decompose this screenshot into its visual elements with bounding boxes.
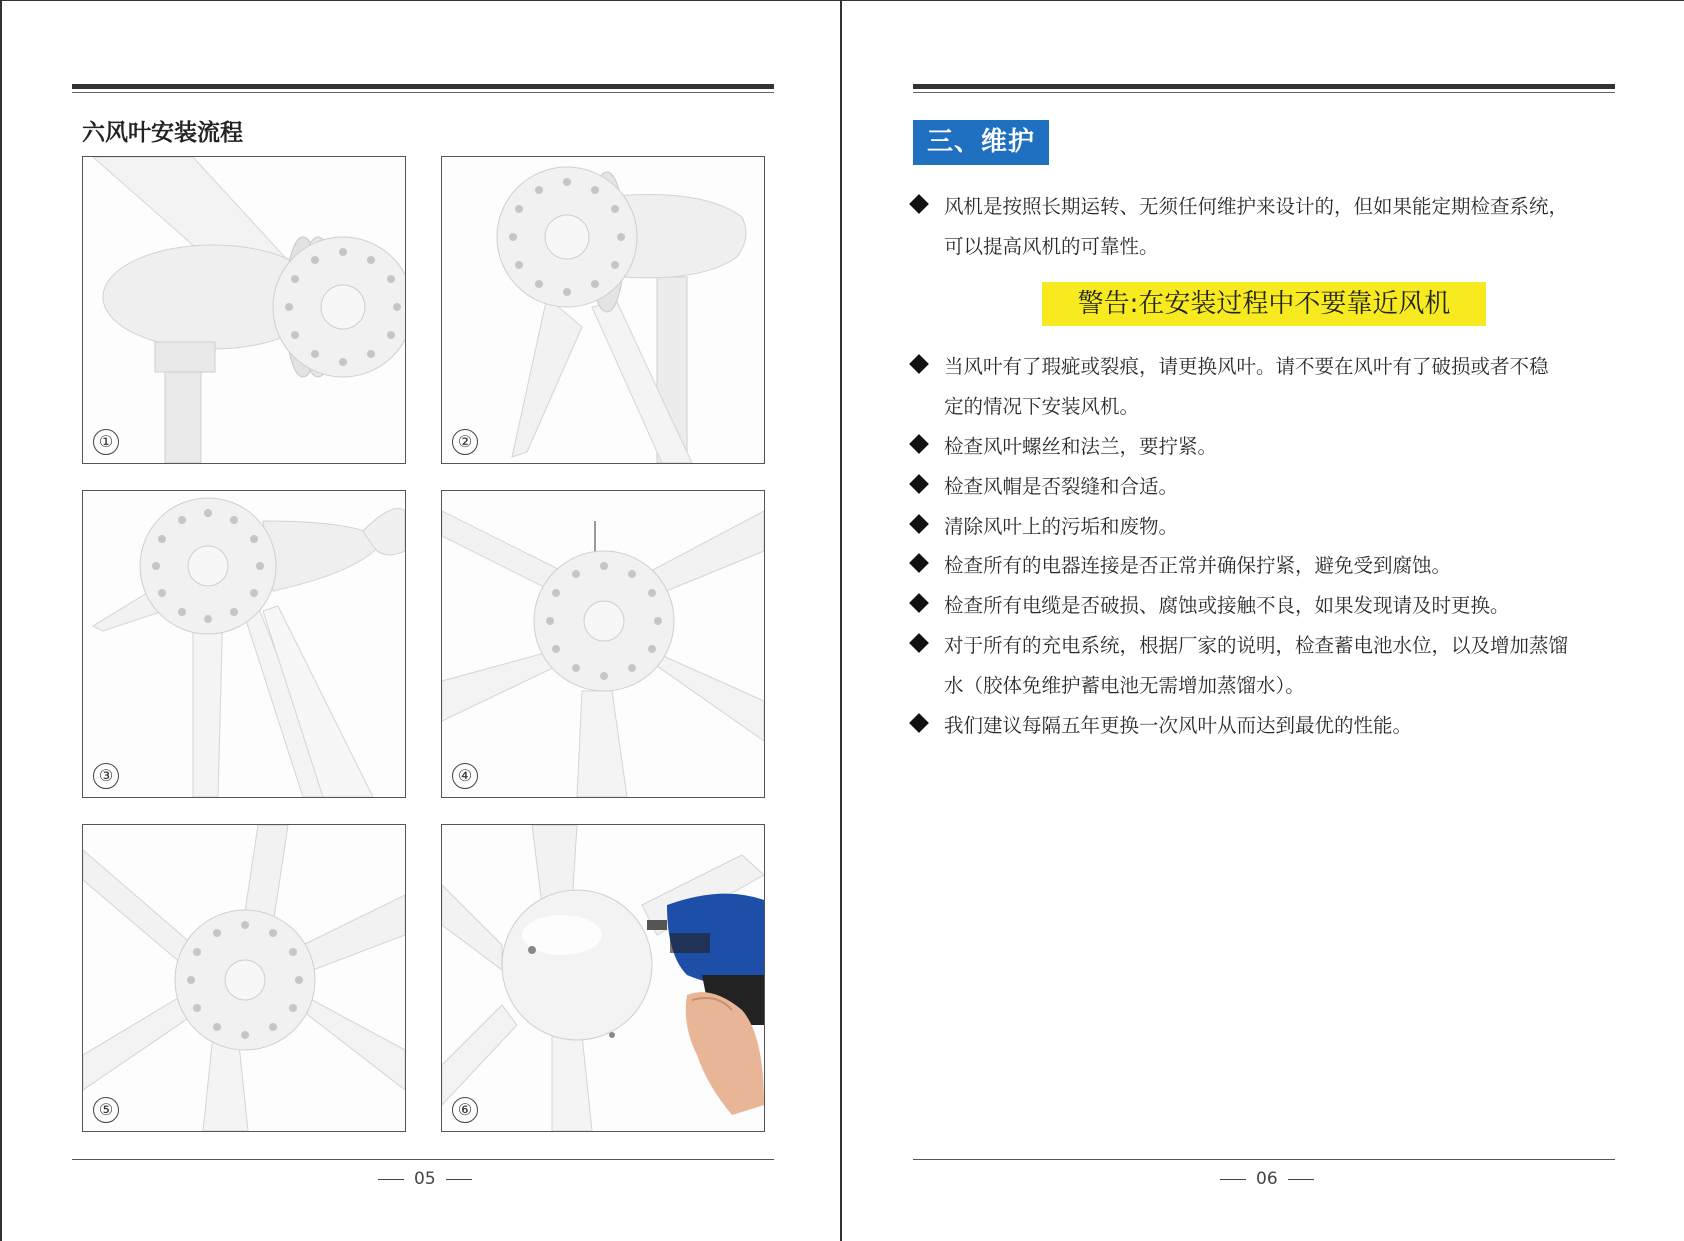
step-photo-1	[82, 156, 406, 464]
step-number: ⑥	[452, 1097, 478, 1123]
section-title: 六风叶安装流程	[82, 120, 243, 146]
item-line-1: 检查风帽是否裂缝和合适。	[944, 475, 1179, 498]
hub-with-two-blades-icon	[442, 157, 764, 463]
diamond-bullet-icon	[909, 553, 929, 573]
item-line-1: 当风叶有了瑕疵或裂痕，请更换风叶。请不要在风叶有了破损或者不稳	[944, 355, 1549, 378]
dash-left	[378, 1179, 404, 1180]
hub-front-five-blades-icon	[442, 491, 764, 797]
diamond-bullet-icon	[909, 194, 929, 214]
item-line-1: 检查风叶螺丝和法兰，要拧紧。	[944, 435, 1218, 458]
hub-front-six-blades-icon	[83, 825, 405, 1131]
dash-right	[1288, 1179, 1314, 1180]
step-number: ③	[93, 763, 119, 789]
dash-right	[446, 1179, 472, 1180]
header-rule	[72, 84, 774, 89]
step-number: ①	[93, 429, 119, 455]
diamond-bullet-icon	[909, 434, 929, 454]
item-line-1: 检查所有电缆是否破损、腐蚀或接触不良，如果发现请及时更换。	[944, 594, 1510, 617]
diamond-bullet-icon	[909, 593, 929, 613]
warning-banner: 警告:在安装过程中不要靠近风机	[1042, 282, 1486, 326]
nose-cone-drill-icon	[442, 825, 764, 1131]
footer-rule	[913, 1159, 1615, 1160]
step-photo-4	[441, 490, 765, 798]
step-photo-6	[441, 824, 765, 1132]
diamond-bullet-icon	[909, 354, 929, 374]
header-rule	[913, 84, 1615, 89]
item-line-1: 检查所有的电器连接是否正常并确保拧紧，避免受到腐蚀。	[944, 554, 1452, 577]
diamond-bullet-icon	[909, 633, 929, 653]
turbine-hub-side-view-icon	[83, 157, 405, 463]
step-number: ⑤	[93, 1097, 119, 1123]
step-number: ④	[452, 763, 478, 789]
dash-left	[1220, 1179, 1246, 1180]
left-page	[0, 0, 840, 1241]
item-line-2: 水（胶体免维护蓄电池无需增加蒸馏水）。	[944, 674, 1305, 697]
footer-rule	[72, 1159, 774, 1160]
page-number-text: 05	[414, 1169, 436, 1189]
diamond-bullet-icon	[909, 474, 929, 494]
page-number	[1220, 1169, 1314, 1189]
step-photo-5	[82, 824, 406, 1132]
page-number	[378, 1169, 472, 1189]
step-photo-3	[82, 490, 406, 798]
section-heading: 三、维护	[913, 120, 1049, 165]
step-photo-2	[441, 156, 765, 464]
diamond-bullet-icon	[909, 514, 929, 534]
hub-with-three-blades-icon	[83, 491, 405, 797]
item-line-1: 我们建议每隔五年更换一次风叶从而达到最优的性能。	[944, 714, 1413, 737]
diamond-bullet-icon	[909, 713, 929, 733]
page-number-text: 06	[1256, 1169, 1278, 1189]
item-line-1: 清除风叶上的污垢和废物。	[944, 515, 1179, 538]
right-page	[840, 0, 1684, 1241]
intro-line-1: 风机是按照长期运转、无须任何维护来设计的，但如果能定期检查系统，	[944, 195, 1569, 218]
item-line-1: 对于所有的充电系统，根据厂家的说明，检查蓄电池水位，以及增加蒸馏	[944, 634, 1569, 657]
step-number: ②	[452, 429, 478, 455]
intro-line-2: 可以提高风机的可靠性。	[944, 235, 1159, 258]
item-line-2: 定的情况下安装风机。	[944, 395, 1140, 418]
